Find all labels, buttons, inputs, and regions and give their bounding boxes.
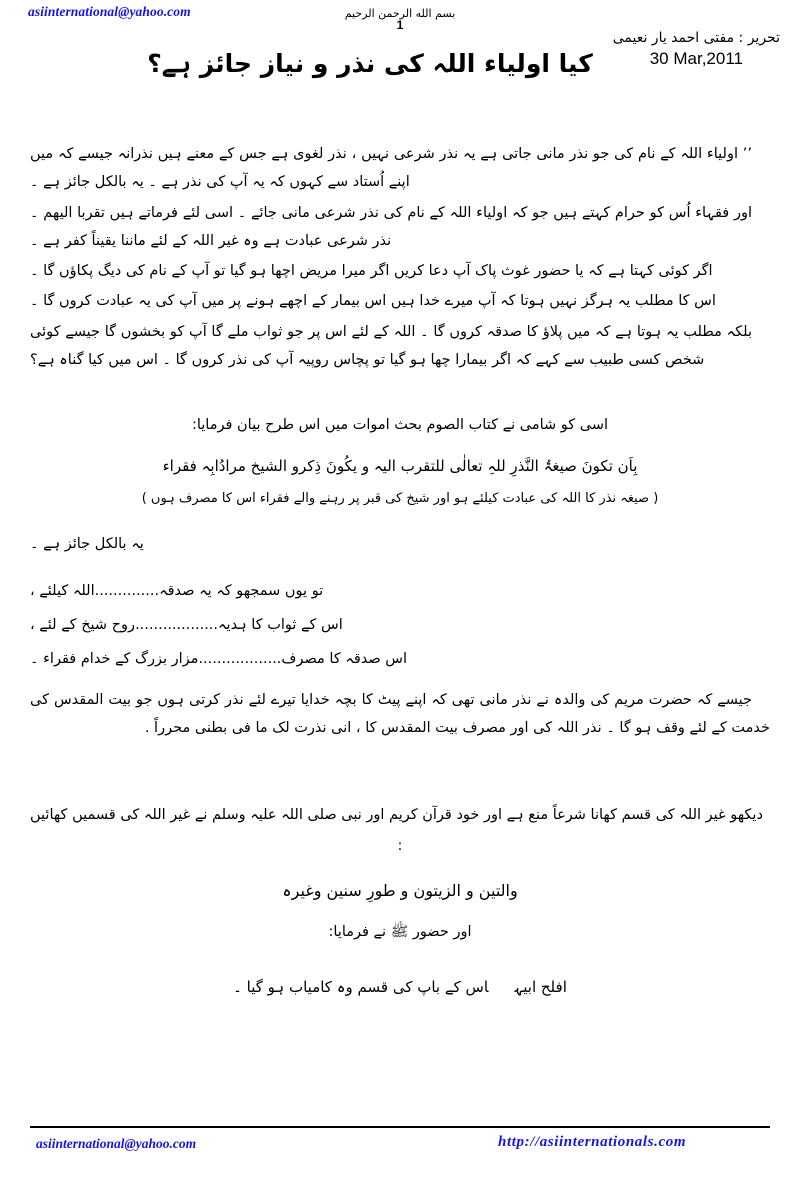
- shami-reference-intro: اسی کو شامی نے کتاب الصوم بحث اموات میں اس طرح بیان فرمایا:: [191, 417, 609, 434]
- leader-value: مزار بزرگ کے خدام فقراء ۔: [30, 650, 199, 667]
- spacer: [30, 778, 770, 800]
- arabic-quotation: بِاَن تکونَ صیغۃُ النَّذرِ للہِ تعالٰی للتقرب الیہ و یکُونَ ذِکرو الشیخ مرادُابِہ فقراء: [162, 456, 638, 475]
- spacer: [30, 948, 770, 958]
- footer-divider: [30, 1126, 770, 1128]
- hadith-line: [30, 972, 770, 1002]
- leader-dots: ..................: [198, 650, 282, 667]
- paragraph-1: ’’ اولیاء اللہ کے نام کی جو نذر مانی جاتی ہے یہ نذر شرعی نہیں ، نذر لغوی ہے جس کے معنے ہیں نذرانہ جیسے کہ میں اپنے اُستاد سے کہوں کہ یہ آپ کی نذر ہے ۔ یہ بالکل جائز ہے ۔: [30, 146, 752, 191]
- page-footer: [0, 1126, 800, 1166]
- page-title-text: کیا اولیاء اللہ کی نذر و نیاز جائز ہے؟: [147, 49, 593, 78]
- quranic-verse: والتین و الزیتون و طورِ سنین وغیرہ: [282, 881, 518, 901]
- footer-email-link[interactable]: asiinternational@yahoo.com: [36, 1136, 197, 1151]
- spacer: [30, 744, 770, 778]
- hadith-urdu-translation: اس کے باپ کی قسم وہ کامیاب ہو گیا ۔: [233, 977, 489, 996]
- hadith-arabic: افلح ابیہ: [514, 977, 567, 996]
- oath-paragraph: دیکھو غیر اللہ کی قسم کھانا شرعاً منع ہے اور خود قرآن کریم اور نبی صلی اللہ علیہ وسلم نے غیر اللہ کی قسمیں کھائیں :: [30, 807, 763, 854]
- spacer: [30, 519, 770, 529]
- leader-line: [30, 608, 770, 642]
- basmala-block: [0, 2, 800, 31]
- paragraph-5: بلکہ مطلب یہ ہوتا ہے کہ میں پلاؤ کا صدقہ کروں گا ۔ اللہ کے لئے اس پر جو ثواب ملے گا آپ کو بخشوں گا جیسے کوئی شخص کسی طبیب سے کہے کہ اگر بیمارا چھا ہو گیا تو پچاس روپیہ آپ کی نذر کروں گا ۔ اس میں کیا گناہ ہے؟: [30, 323, 752, 368]
- leader-value: اللہ کیلئے ،: [30, 582, 95, 599]
- footer-website-link[interactable]: http://asiinternationals.com: [498, 1134, 687, 1150]
- leader-value: روح شیخ کے لئے ،: [30, 616, 136, 633]
- permissible-statement: یہ بالکل جائز ہے ۔: [30, 536, 144, 553]
- basmala-text: بسم الله الرحمن الرحيم: [344, 7, 456, 20]
- page-number: 1: [396, 18, 404, 32]
- spacer: [30, 676, 770, 686]
- leader-label: اس کے ثواب کا ہدیہ: [218, 616, 343, 633]
- leader-lines-group: [30, 574, 770, 676]
- leader-dots: ..............: [94, 582, 160, 599]
- leader-dots: ..................: [135, 616, 219, 633]
- author-credit: تحریر : مفتی احمد یار نعیمی: [612, 30, 780, 46]
- paragraph-2: اور فقہاء اُس کو حرام کہتے ہیں جو کہ اولیاء اللہ کے نام کی نذر شرعی مانی جائے ۔ اسی لئے فرماتے ہیں تقربا الیھم ۔ نذر شرعی عبادت ہے وہ غیر اللہ کے لئے ماننا یقیناً کفر ہے ۔: [30, 204, 752, 249]
- paragraph-4: اس کا مطلب یہ ہرگز نہیں ہوتا کہ آپ میرے خدا ہیں اس بیمار کے اچھے ہونے پر میں آپ کی یہ عبادت کروں گا ۔: [30, 293, 716, 310]
- publication-date: 30 Mar,2011: [649, 48, 743, 68]
- paragraph-3: اگر کوئی کہتا ہے کہ یا حضور غوث پاک آپ دعا کریں اگر میرا مریض اچھا ہو گیا تو آپ کے نام کی دیگ پکاؤں گا ۔: [30, 263, 713, 280]
- arabic-quotation-translation: ( صیغہ نذر کا اللہ کی عبادت کیلئے ہو اور شیخ کی قبر پر رہنے والے فقراء اس کا مصرف ہوں ): [141, 490, 659, 506]
- hadith-intro: اور حضور ﷺ نے فرمایا:: [328, 924, 472, 941]
- maryam-paragraph: جیسے کہ حضرت مریم کی والدہ نے نذر مانی تھی کہ اپنے پیٹ کا بچہ خدایا تیرے لئے نذر کرتی ہوں جو بیت المقدس کی خدمت کے لئے وقف ہو گا ۔ نذر اللہ کی اور مصرف بیت المقدس کا ، انی نذرت لک ما فی بطنی محرراً .: [30, 691, 770, 737]
- header-email-link[interactable]: asiinternational@yahoo.com: [28, 4, 191, 19]
- article-body: [30, 140, 770, 1002]
- leader-line: [30, 642, 770, 676]
- spacer: [30, 376, 770, 410]
- leader-line: [30, 574, 770, 608]
- page-title: [0, 48, 800, 81]
- leader-label: اس صدقہ کا مصرف: [281, 650, 408, 667]
- leader-label: تو یوں سمجھو کہ یہ صدقہ: [159, 582, 324, 599]
